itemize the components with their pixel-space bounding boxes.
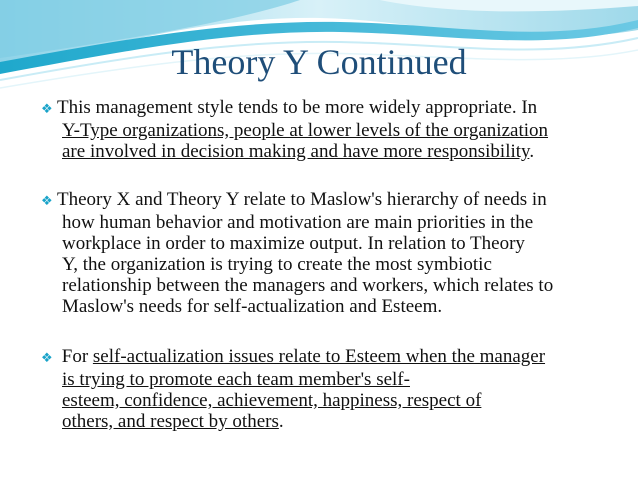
bullet-line <box>41 233 601 254</box>
bullet-text: esteem, confidence, achievement, happiness, respect of <box>62 390 482 411</box>
bullet-line <box>41 275 601 296</box>
bullet-line <box>41 189 601 212</box>
bullet-text: Theory X and Theory Y relate to Maslow's hierarchy of needs in <box>57 189 547 210</box>
bullet-text: are involved in decision making and have more responsibility <box>62 141 530 162</box>
bullet-text: . <box>529 141 535 162</box>
diamond-bullet-icon: ❖ <box>41 102 53 117</box>
bullet-self-actualization <box>41 346 601 432</box>
bullet-line <box>41 390 601 411</box>
bullet-line <box>41 369 601 390</box>
bullet-line <box>41 296 601 317</box>
bullet-line <box>41 254 601 275</box>
bullet-text: relationship between the managers and workers, which relates to <box>62 275 554 296</box>
bullet-text: This management style tends to be more widely appropriate. In <box>57 97 538 118</box>
bullet-text: Y, the organization is trying to create the most symbiotic <box>62 254 492 275</box>
bullet-text: self-actualization issues relate to Esteem when the manager <box>92 346 546 367</box>
bullet-line <box>41 212 601 233</box>
bullet-line <box>41 120 601 141</box>
bullet-text: Maslow's needs for self-actualization and Esteem. <box>62 296 443 317</box>
bullet-line <box>41 346 601 369</box>
diamond-bullet-icon: ❖ <box>41 351 53 366</box>
bullet-text: . <box>278 411 284 432</box>
diamond-bullet-icon: ❖ <box>41 194 53 209</box>
slide-title: Theory Y Continued <box>171 42 467 82</box>
bullet-theory-x-y-maslow <box>41 189 601 317</box>
bullet-line <box>41 411 601 432</box>
bullet-line <box>41 141 601 162</box>
bullet-text: workplace in order to maximize output. In relation to Theory <box>62 233 525 254</box>
bullet-management-style <box>41 97 601 162</box>
bullet-text: Y-Type organizations, people at lower levels of the organization <box>62 120 549 141</box>
bullet-text: others, and respect by others <box>62 411 279 432</box>
bullet-text: how human behavior and motivation are main priorities in the <box>62 212 534 233</box>
bullet-text: is trying to promote each team member's self- <box>62 369 410 390</box>
bullet-text: For <box>57 346 93 367</box>
bullet-line <box>41 97 601 120</box>
